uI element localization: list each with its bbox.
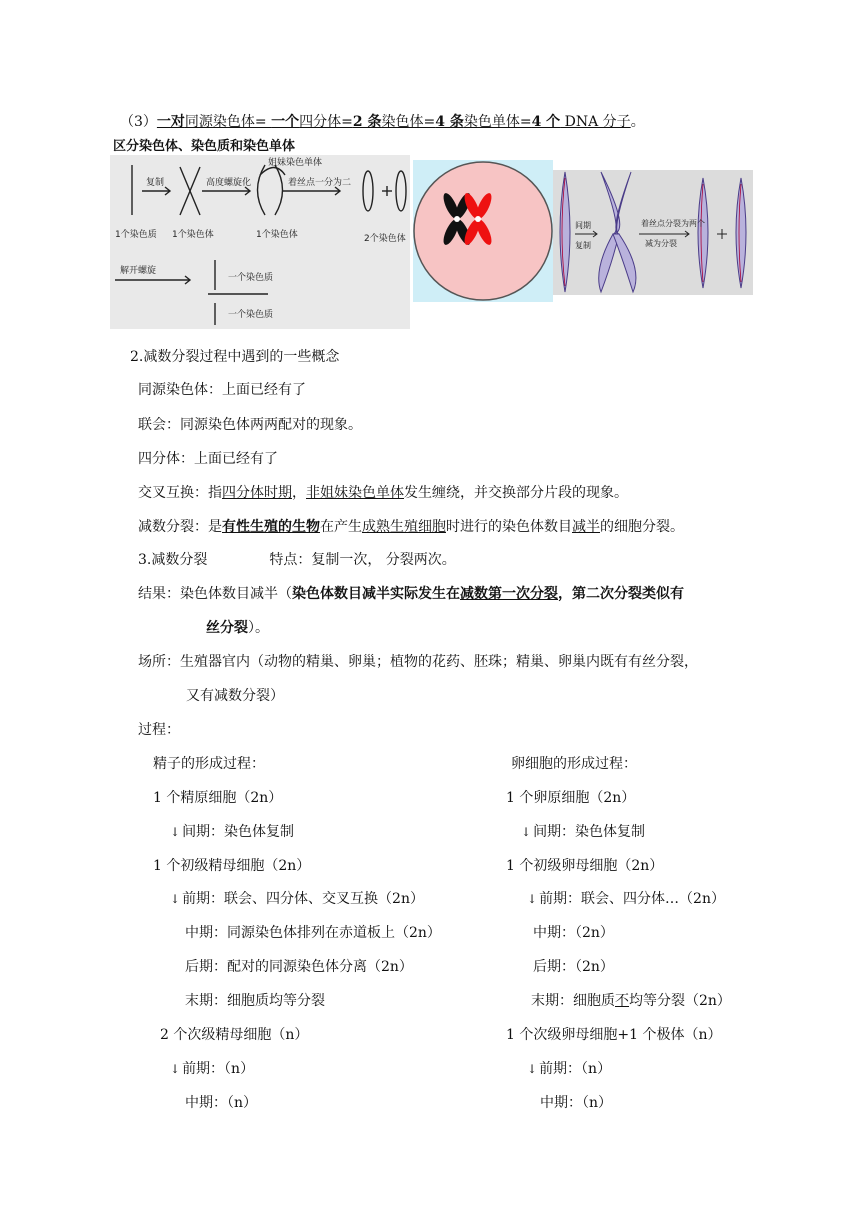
right-item: ↓ 间期：染色体复制 — [521, 824, 646, 840]
fig1-label: 一个染色质 — [228, 310, 274, 320]
down-arrow-icon: ↓ — [170, 1062, 181, 1076]
paragraph: 过程： — [138, 722, 180, 738]
right-item: 中期：（n） — [540, 1095, 613, 1111]
right-item: 末期：细胞质不均等分裂（2n） — [531, 993, 731, 1009]
left-item: ↓ 前期：联会、四分体、交叉互换（2n） — [170, 891, 424, 907]
fig3-label: 着丝点分裂为两个 — [641, 219, 705, 228]
left-item: 中期：（n） — [185, 1095, 258, 1111]
left-item: 末期：细胞质均等分裂 — [185, 993, 325, 1009]
fig3-label: 减为分裂 — [645, 239, 677, 248]
left-item: 1 个初级精母细胞（2n） — [153, 858, 311, 874]
fig1-label: 1个染色体 — [172, 230, 214, 240]
fig1-label: 1个染色质 — [115, 230, 157, 240]
paragraph: 交叉互换：指四分体时期，非姐妹染色单体发生缠绕，并交换部分片段的现象。 — [138, 485, 628, 501]
fig1-label: 姐妹染色单体 — [268, 158, 323, 168]
fig1-label: 1个染色体 — [256, 230, 298, 240]
paragraph: 丝分裂）。 — [206, 620, 269, 636]
fig1-label: 解开螺旋 — [120, 266, 157, 276]
left-item: 中期：同源染色体排列在赤道板上（2n） — [185, 925, 441, 941]
right-item: ↓ 前期：（n） — [527, 1061, 612, 1077]
right-item: 1 个初级卵母细胞（2n） — [506, 858, 664, 874]
chromatin-sketch-figure — [110, 155, 410, 329]
fig3-label: 间期 — [575, 221, 591, 230]
left-item: 1 个精原细胞（2n） — [153, 790, 283, 806]
fig1-label: 复制 — [146, 178, 165, 188]
paragraph: 减数分裂：是有性生殖的生物在产生成熟生殖细胞时进行的染色体数目减半的细胞分裂。 — [138, 519, 684, 535]
fig3-label: 复制 — [575, 241, 591, 250]
down-arrow-icon: ↓ — [170, 892, 181, 906]
right-item: 卵细胞的形成过程： — [511, 756, 637, 772]
fig1-label: 高度螺旋化 — [206, 178, 252, 188]
down-arrow-icon: ↓ — [521, 825, 532, 839]
fig1-label: 着丝点一分为二 — [288, 178, 352, 188]
fig1-label: 2个染色体 — [364, 234, 406, 244]
left-item: 2 个次级精母细胞（n） — [160, 1027, 309, 1043]
left-item: 精子的形成过程： — [153, 756, 265, 772]
section-title: 2.减数分裂过程中遇到的一些概念 — [130, 349, 340, 365]
paragraph: 四分体：上面已经有了 — [138, 451, 278, 467]
right-item: 1 个卵原细胞（2n） — [506, 790, 636, 806]
cell-chromosome-figure — [413, 160, 553, 302]
paragraph: 结果：染色体数目减半（染色体数目减半实际发生在减数第一次分裂，第二次分裂类似有 — [138, 586, 684, 602]
right-item: 中期：（2n） — [533, 925, 614, 941]
left-item: 后期：配对的同源染色体分离（2n） — [185, 959, 413, 975]
paragraph: 同源染色体：上面已经有了 — [138, 382, 306, 398]
right-item: 后期：（2n） — [533, 959, 614, 975]
down-arrow-icon: ↓ — [527, 892, 538, 906]
summary-line: （3）一对同源染色体= 一个四分体=2 条染色体=4 条染色单体=4 个 DNA 分子。 — [120, 114, 645, 130]
section-heading: 区分染色体、染色质和染色单体 — [113, 139, 296, 154]
left-item: ↓ 间期：染色体复制 — [170, 824, 295, 840]
paragraph: 3.减数分裂 特点：复制一次， 分裂两次。 — [138, 552, 456, 568]
paragraph: 场所：生殖器官内（动物的精巢、卵巢；植物的花药、胚珠；精巢、卵巢内既有有丝分裂， — [138, 654, 698, 670]
fig1-label: 一个染色质 — [228, 273, 274, 283]
chromosome-replication-figure — [553, 170, 753, 295]
paragraph: 联会：同源染色体两两配对的现象。 — [138, 417, 362, 433]
down-arrow-icon: ↓ — [527, 1062, 538, 1076]
down-arrow-icon: ↓ — [170, 825, 181, 839]
right-item: ↓ 前期：联会、四分体…（2n） — [527, 891, 725, 907]
paragraph: 又有减数分裂） — [186, 688, 284, 704]
right-item: 1 个次级卵母细胞+1 个极体（n） — [506, 1027, 722, 1043]
left-item: ↓ 前期：（n） — [170, 1061, 255, 1077]
